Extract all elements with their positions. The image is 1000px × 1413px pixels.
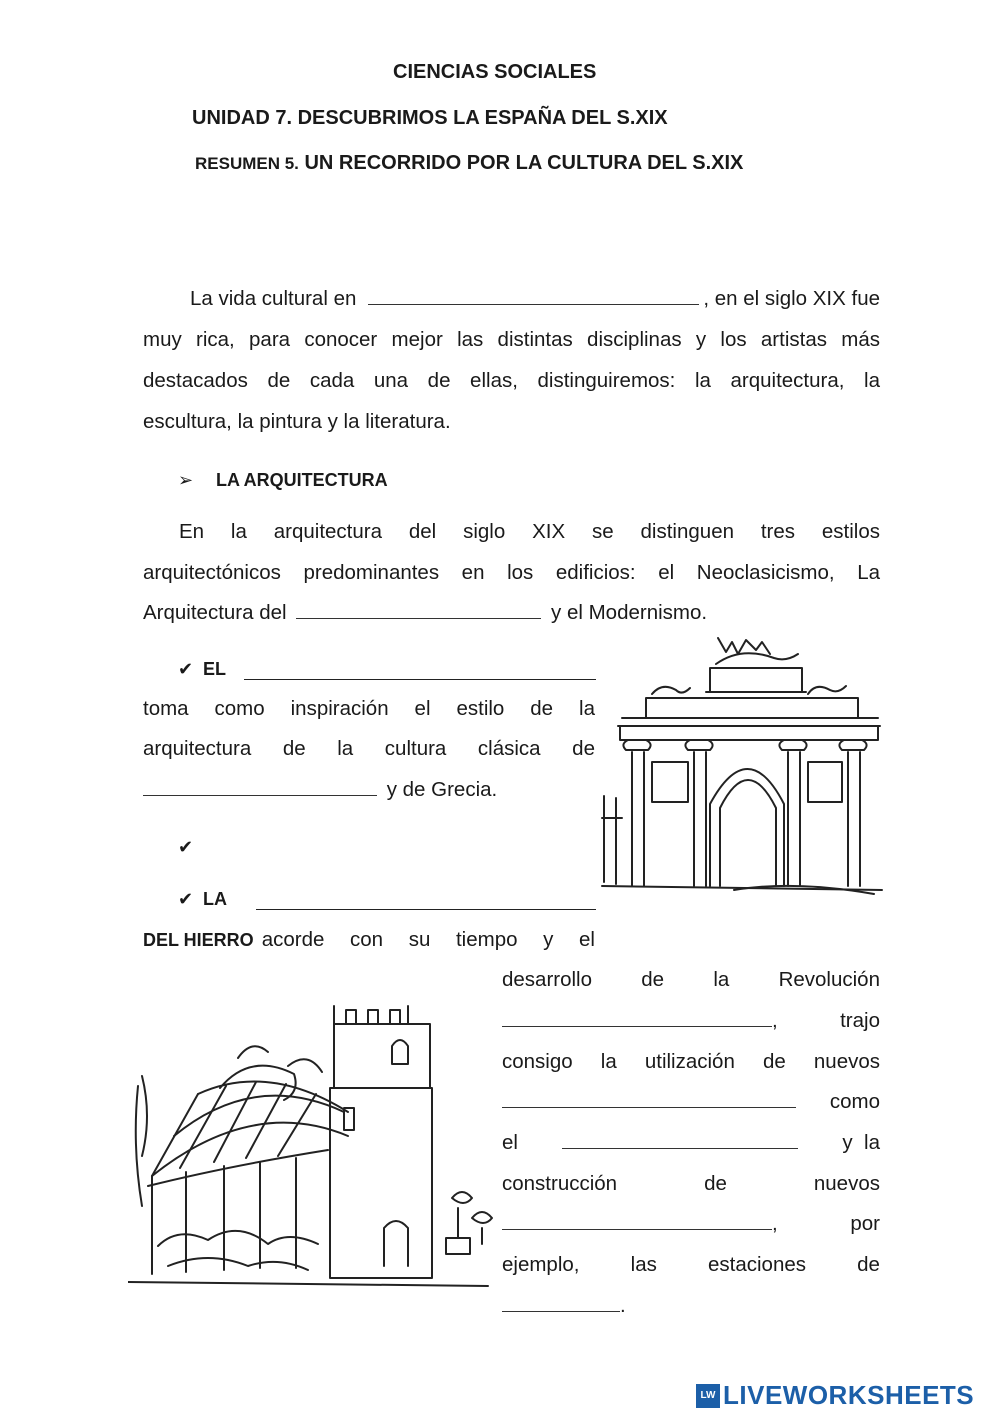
word: trajo [840, 1009, 880, 1032]
word: las [630, 1253, 657, 1276]
blank-iron-style[interactable] [296, 600, 541, 619]
arch-line-1: En la arquitectura del siglo XIX se distinguen tres estilos [179, 520, 880, 543]
iron-line-5 [502, 1088, 880, 1116]
word: Revolución [778, 968, 880, 991]
summary-prefix: RESUMEN 5. [195, 154, 299, 173]
intro-text-1b: , en el siglo XIX fue [703, 287, 880, 310]
iron-greenhouse-illustration [128, 996, 498, 1298]
blank-iron[interactable] [562, 1130, 798, 1149]
neo-line-3 [143, 776, 497, 804]
iron-line-8: , por [502, 1210, 880, 1238]
word: de [857, 1253, 880, 1276]
neo-line-2: arquitectura de la cultura clásica de [143, 737, 595, 760]
word: por [850, 1212, 880, 1235]
word: nuevos [813, 1172, 880, 1195]
iron-line-3: , trajo [502, 1007, 880, 1035]
intro-line-1 [143, 285, 880, 313]
section-heading: LA ARQUITECTURA [216, 470, 388, 490]
word: de [704, 1172, 727, 1195]
intro-line-4: escultura, la pintura y la literatura. [143, 410, 451, 433]
arch-text-3a: Arquitectura del [143, 601, 287, 624]
iron-line-6 [502, 1129, 880, 1157]
blank-trains[interactable] [502, 1293, 620, 1312]
word: de [641, 968, 665, 991]
neo-text-3: y de Grecia. [386, 778, 498, 801]
blank-rome[interactable] [143, 777, 377, 796]
neo-label: EL [203, 659, 227, 679]
summary-title [195, 152, 743, 175]
blank-country[interactable] [368, 285, 699, 305]
word: como [829, 1090, 880, 1113]
word: el [502, 1131, 518, 1154]
subject-title: CIENCIAS SOCIALES [393, 61, 597, 83]
arch-line-2: arquitectónicos predominantes en los edificios: el Neoclasicismo, La [143, 561, 880, 584]
liveworksheets-text: LIVEWORKSHEETS [723, 1380, 975, 1410]
check-icon: ✔ [178, 659, 194, 679]
blank-buildings[interactable] [502, 1211, 772, 1230]
word: construcción [502, 1172, 618, 1195]
iron-line-2 [502, 966, 880, 994]
blank-materials[interactable] [502, 1089, 796, 1108]
check-icon: ✔ [178, 837, 194, 857]
blank-architecture[interactable] [256, 895, 596, 910]
intro-line-2: muy rica, para conocer mejor las distintas disciplinas y los artistas más [143, 328, 880, 351]
iron-line-1 [143, 926, 595, 954]
intro-line-3: destacados de cada una de ellas, distinguiremos: la arquitectura, la [143, 369, 880, 392]
word: desarrollo [502, 968, 593, 991]
iron-line-10: . [502, 1292, 626, 1320]
word: la [713, 968, 730, 991]
iron-bold-text: DEL HIERRO [143, 930, 254, 950]
word: ejemplo, [502, 1253, 580, 1276]
section-bullet: ➢ [178, 470, 194, 490]
iron-line-4: consigo la utilización de nuevos [502, 1050, 880, 1073]
blank-neoclassicism[interactable] [244, 665, 596, 680]
liveworksheets-watermark [696, 1380, 974, 1411]
check-icon: ✔ [178, 889, 194, 909]
word: y la [842, 1131, 880, 1154]
neoclassical-gate-illustration [598, 628, 883, 908]
iron-label: LA [203, 889, 227, 909]
iron-line-7 [502, 1170, 880, 1198]
liveworksheets-logo-icon: LW [696, 1384, 720, 1408]
iron-text-1: acorde con su tiempo y el [261, 928, 595, 951]
blank-revolution[interactable] [502, 1008, 772, 1027]
iron-line-9 [502, 1251, 880, 1279]
arch-line-3 [143, 599, 707, 627]
word: estaciones [708, 1253, 807, 1276]
neo-line-1: toma como inspiración el estilo de la [143, 697, 595, 720]
unit-title: UNIDAD 7. DESCUBRIMOS LA ESPAÑA DEL S.XIX [192, 107, 668, 129]
summary-heading: UN RECORRIDO POR LA CULTURA DEL S.XIX [304, 152, 744, 174]
intro-text-1a: La vida cultural en [190, 287, 357, 310]
arch-text-3b: y el Modernismo. [551, 601, 708, 624]
